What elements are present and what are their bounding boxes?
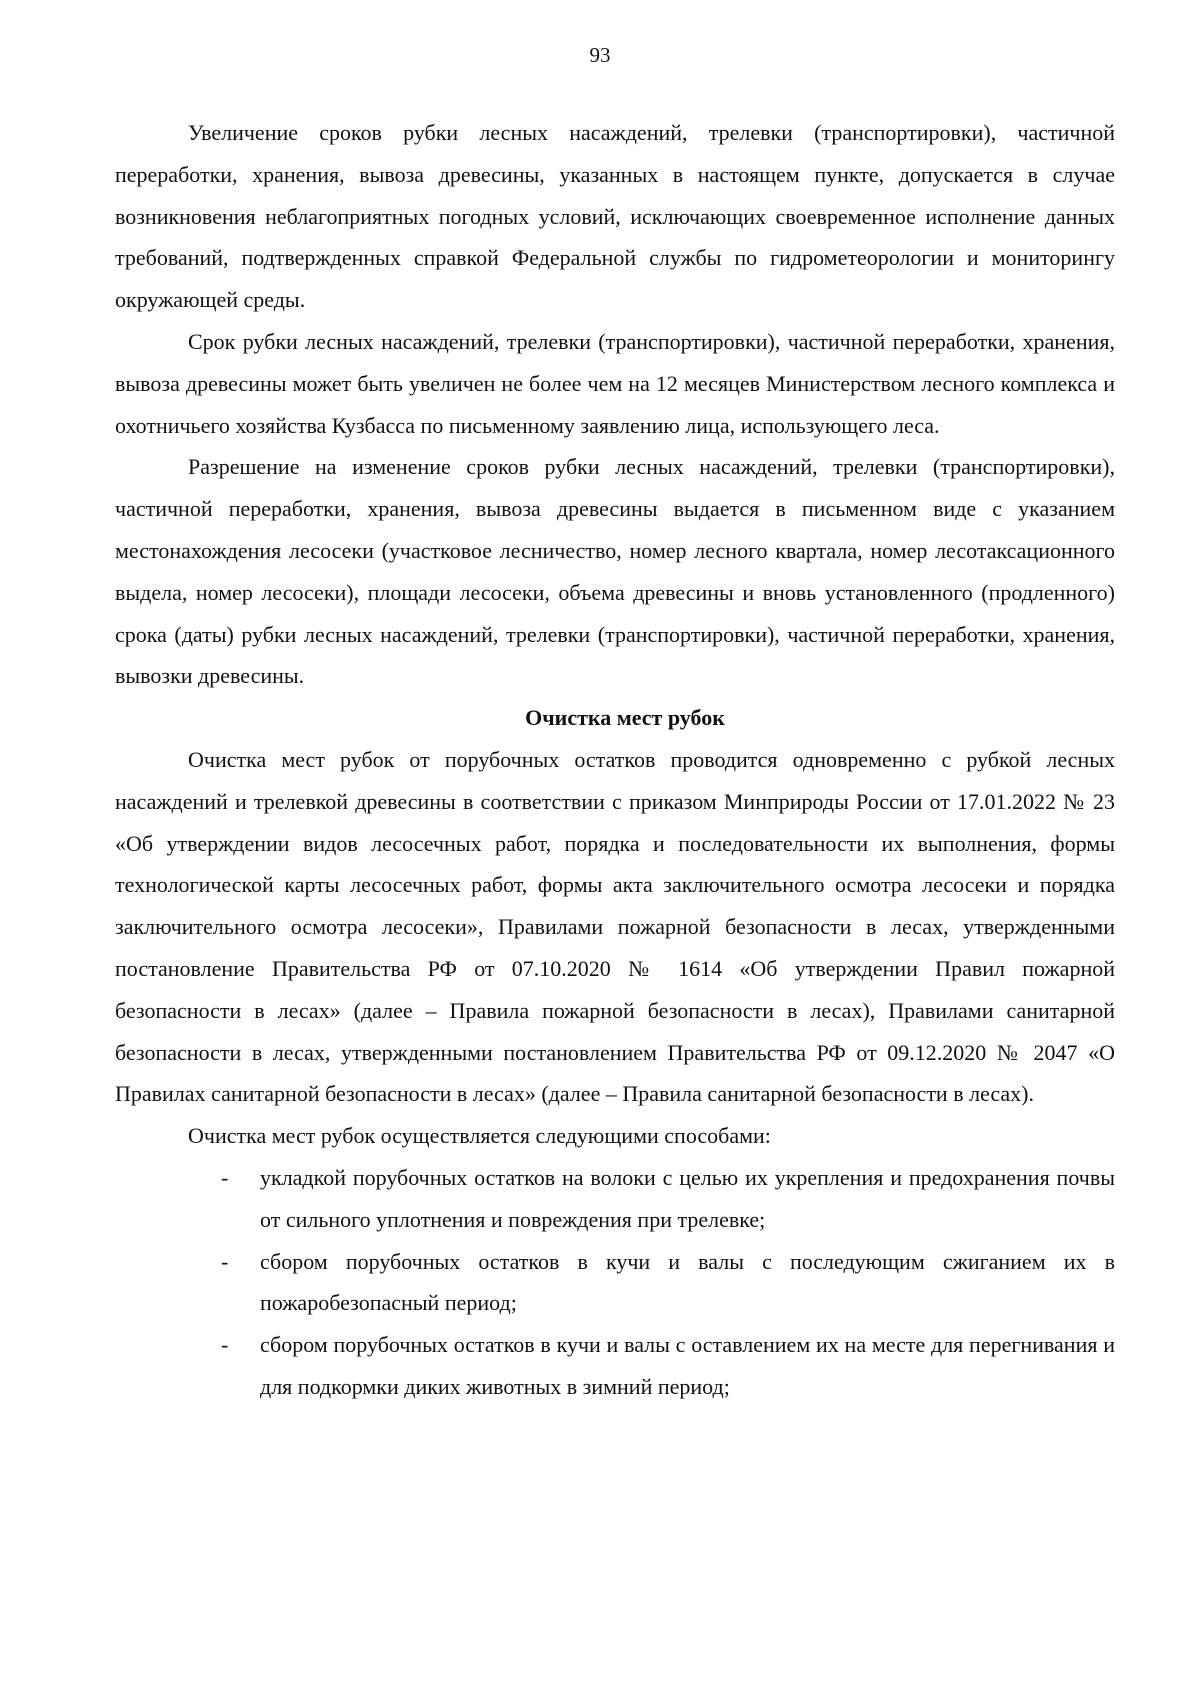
list-item [115,1324,1115,1408]
list-bullet: - [221,1164,229,1190]
section-heading: Очистка мест рубок [525,705,725,731]
list-bullet: - [221,1332,229,1358]
list-item-text: укладкой порубочных остатков на волоки с целью их укрепления и предохранения почвы от сильного уплотнения и повреждения при трелевке; [260,1164,1115,1232]
list-item [115,1241,1115,1325]
list-item-text: сбором порубочных остатков в кучи и валы с оставлением их на месте для перегнивания и для подкормки диких животных в зимний период; [260,1332,1115,1399]
paragraph-cleaning-methods-intro: Очистка мест рубок осуществляется следующими способами: [188,1123,771,1149]
list-bullet: - [221,1248,229,1274]
paragraph-extension-of-terms: Увеличение сроков рубки лесных насаждений, трелевки (транспортировки), частичной переработки, хранения, вывоза древесины, указанных в настоящем пункте, допускается в случае возникновения неблагоприятных погодных условий, исключающих своевременное исполнение данных требований, подтвержденных справкой Федеральной службы по гидрометеорологии и мониторингу окружающей среды. [115,120,1115,313]
list-item-text: сбором порубочных остатков в кучи и валы с последующим сжиганием их в пожаробезопасный период; [260,1248,1115,1316]
cleaning-methods-list [115,1157,1115,1408]
paragraph-permission: Разрешение на изменение сроков рубки лесных насаждений, трелевки (транспортировки), частичной переработки, хранения, вывоза древесины выдается в письменном виде с указанием местонахождения лесосеки (участковое лесничество, номер лесного квартала, номер лесотаксационного выдела, номер лесосеки), площади лесосеки, объема древесины и вновь установленного (продленного) срока (даты) рубки лесных насаждений, трелевки (транспортировки), частичной переработки, хранения, вывозки древесины. [115,454,1115,689]
paragraph-12-month-limit: Срок рубки лесных насаждений, трелевки (транспортировки), частичной переработки, хранения, вывоза древесины может быть увеличен не более чем на 12 месяцев Министерством лесного комплекса и охотничьего хозяйства Кузбасса по письменному заявлению лица, использующего леса. [115,328,1115,438]
paragraph-cleaning-rules: Очистка мест рубок от порубочных остатков проводится одновременно с рубкой лесных насаждений и трелевкой древесины в соответствии с приказом Минприроды России от 17.01.2022 № 23 «Об утверждении видов лесосечных работ, порядка и последовательности их выполнения, формы технологической карты лесосечных работ, формы акта заключительного осмотра лесосеки и порядка заключительного осмотра лесосеки», Правилами пожарной безопасности в лесах, утвержденными постановление Правительства РФ от 07.10.2020 № 1614 «Об утверждении Правил пожарной безопасности в лесах» (далее – Правила пожарной безопасности в лесах), Правилами санитарной безопасности в лесах, утвержденными постановлением Правительства РФ от 09.12.2020 № 2047 «О Правилах санитарной безопасности в лесах» (далее – Правила санитарной безопасности в лесах). [115,746,1115,1107]
list-item [115,1157,1115,1241]
document-body [115,112,1115,1408]
page-number: 93 [589,43,611,67]
